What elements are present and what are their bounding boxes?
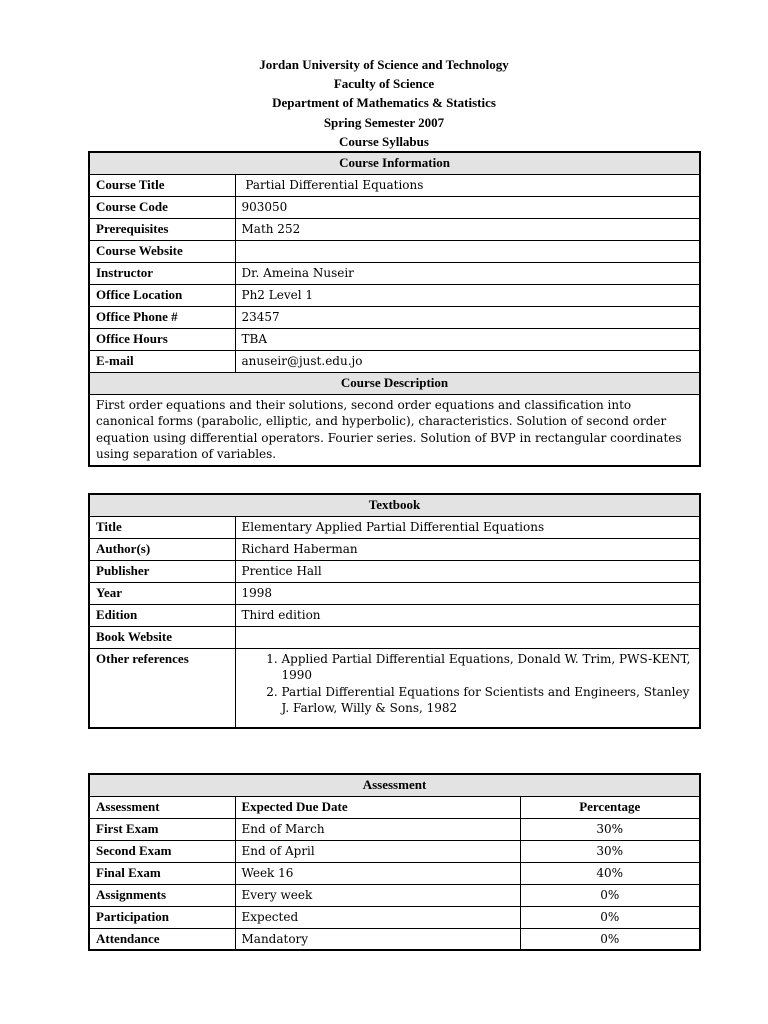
course-info-heading: Course Information: [89, 152, 700, 174]
email-value[interactable]: anuseir@just.edu.jo: [235, 350, 700, 372]
assessment-name: Participation: [89, 906, 235, 928]
prerequisites-value: Math 252: [235, 218, 700, 240]
textbook-title-value: Elementary Applied Partial Differential Equations: [235, 516, 700, 538]
assessment-percentage: 30%: [520, 818, 700, 840]
column-header-assessment: Assessment: [89, 796, 235, 818]
office-phone-label: Office Phone #: [89, 306, 235, 328]
table-row: [89, 884, 700, 906]
office-location-label: Office Location: [89, 284, 235, 306]
assessment-due: Week 16: [235, 862, 520, 884]
assessment-percentage: 40%: [520, 862, 700, 884]
office-phone-value: 23457: [235, 306, 700, 328]
reference-item: 1. Applied Partial Differential Equations, Donald W. Trim, PWS-KENT, 1990: [282, 651, 694, 684]
department-name: Department of Mathematics & Statistics: [272, 95, 496, 111]
assessment-due: End of March: [235, 818, 520, 840]
assessment-due: Expected: [235, 906, 520, 928]
office-hours-value: TBA: [235, 328, 700, 350]
year-value: 1998: [235, 582, 700, 604]
semester: Spring Semester 2007: [323, 114, 445, 130]
reference-item: 2. Partial Differential Equations for Scientists and Engineers, Stanley J. Farlow, Willy & Sons, 1982: [282, 684, 694, 717]
faculty-name: Faculty of Science: [333, 76, 435, 92]
table-row: [89, 906, 700, 928]
assessment-percentage: 0%: [520, 884, 700, 906]
course-code-value: 903050: [235, 196, 700, 218]
book-website-label: Book Website: [89, 626, 235, 648]
assessment-percentage: 0%: [520, 928, 700, 950]
assessment-due: Every week: [235, 884, 520, 906]
assessment-name: Assignments: [89, 884, 235, 906]
assessment-name: Attendance: [89, 928, 235, 950]
assessment-name: Final Exam: [89, 862, 235, 884]
email-label: E-mail: [89, 350, 235, 372]
book-website-value: [235, 626, 700, 648]
column-header-percentage: Percentage: [520, 796, 700, 818]
assessment-name: Second Exam: [89, 840, 235, 862]
other-references-label: Other references: [89, 648, 235, 728]
authors-value: Richard Haberman: [235, 538, 700, 560]
edition-label: Edition: [89, 604, 235, 626]
document-title: Course Syllabus: [339, 133, 429, 149]
document-header: [0, 55, 768, 151]
assessment-due: Mandatory: [235, 928, 520, 950]
course-code-label: Course Code: [89, 196, 235, 218]
course-website-label: Course Website: [89, 240, 235, 262]
assessment-name: First Exam: [89, 818, 235, 840]
assessment-heading: Assessment: [89, 774, 700, 796]
other-references-list: [242, 651, 694, 717]
assessment-table: [88, 773, 701, 951]
table-row: [89, 840, 700, 862]
textbook-heading: Textbook: [89, 494, 700, 516]
table-row: [89, 928, 700, 950]
publisher-value: Prentice Hall: [235, 560, 700, 582]
textbook-table: [88, 493, 701, 729]
publisher-label: Publisher: [89, 560, 235, 582]
assessment-percentage: 30%: [520, 840, 700, 862]
column-header-due-date: Expected Due Date: [235, 796, 520, 818]
course-title-label: Course Title: [89, 174, 235, 196]
authors-label: Author(s): [89, 538, 235, 560]
textbook-title-label: Title: [89, 516, 235, 538]
prerequisites-label: Prerequisites: [89, 218, 235, 240]
office-location-value: Ph2 Level 1: [235, 284, 700, 306]
year-label: Year: [89, 582, 235, 604]
course-website-value: [235, 240, 700, 262]
assessment-percentage: 0%: [520, 906, 700, 928]
instructor-label: Instructor: [89, 262, 235, 284]
course-description-heading: Course Description: [89, 372, 700, 394]
edition-value: Third edition: [235, 604, 700, 626]
table-row: [89, 862, 700, 884]
course-info-table: [88, 151, 701, 467]
instructor-value: Dr. Ameina Nuseir: [235, 262, 700, 284]
course-description-text: First order equations and their solutions, second order equations and classification into canonical forms (parabolic, elliptic, and hyperbolic), characteristics. Solution of second order equation using differential operators. Fourier series. Solution of BVP in rectangular coordinates using separation of variables.: [89, 394, 700, 466]
university-name: Jordan University of Science and Technology: [259, 57, 509, 72]
table-row: [89, 818, 700, 840]
office-hours-label: Office Hours: [89, 328, 235, 350]
other-references-cell: [235, 648, 700, 728]
course-title-value: Partial Differential Equations: [235, 174, 700, 196]
assessment-due: End of April: [235, 840, 520, 862]
